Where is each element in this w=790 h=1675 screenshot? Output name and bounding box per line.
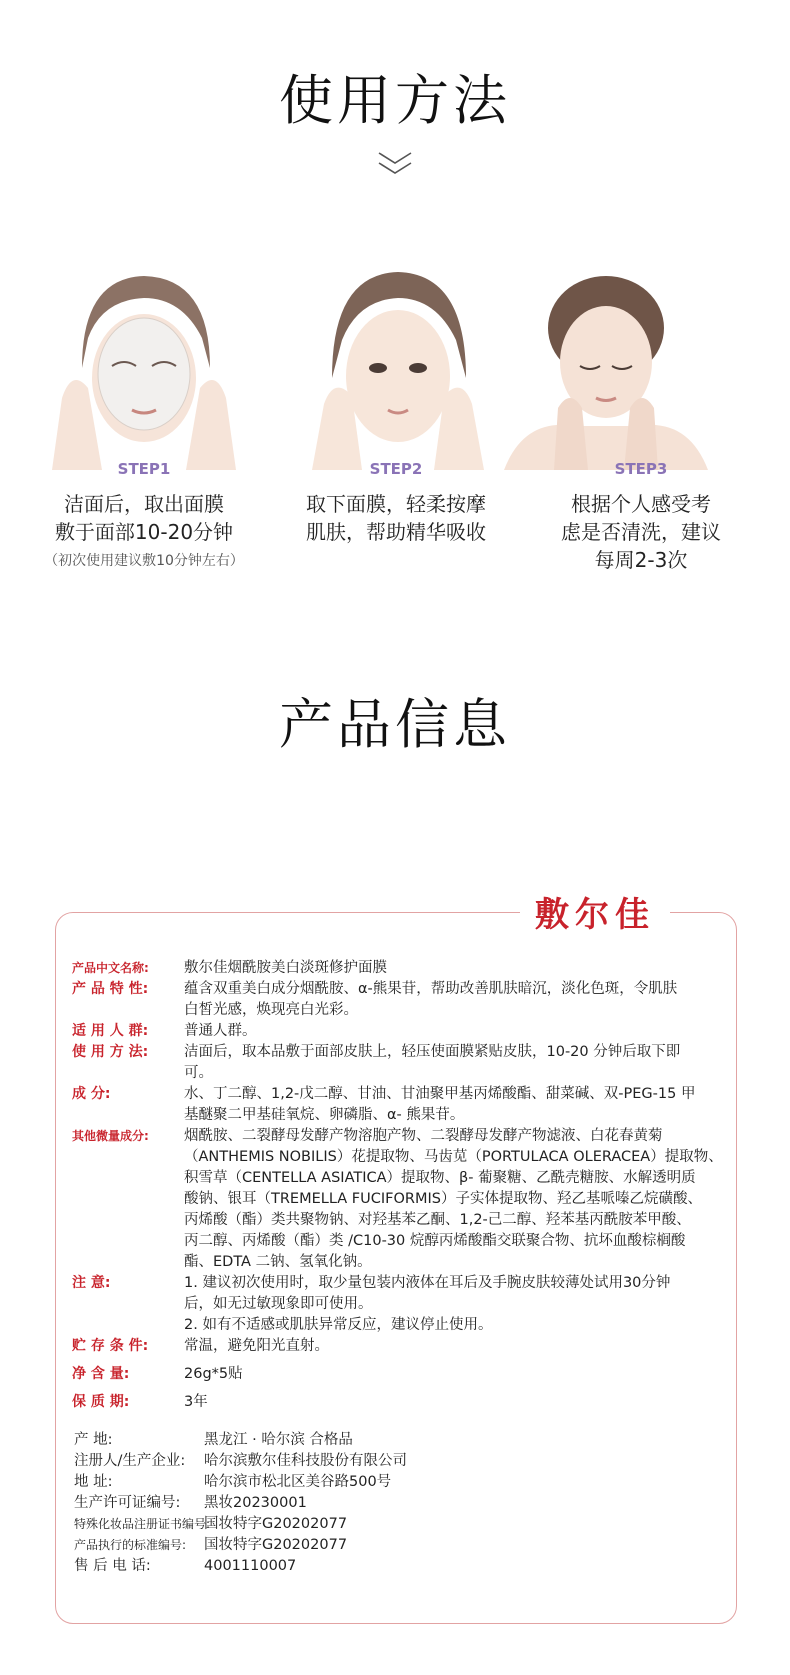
field-label: 贮 存 条 件: [72,1338,149,1354]
step3-description [516,490,766,574]
info-value: 哈尔滨市松北区美谷路500号 [204,1474,392,1490]
info-value: 4001110007 [204,1558,297,1574]
field-value: 可。 [184,1065,213,1081]
step2-face-massage-illustration [296,258,500,470]
field-value: 后，如无过敏现象即可使用。 [184,1296,373,1312]
field-value: 洁面后，取本品敷于面部皮肤上，轻压使面膜紧贴皮肤，10-20 分钟后取下即 [184,1044,681,1060]
step2-label: STEP2 [369,460,423,478]
step3-line: 虑是否清洗，建议 [561,520,721,544]
field-value: 积雪草（CENTELLA ASIATICA）提取物、β- 葡聚糖、乙酰壳糖胺、水解透明质 [184,1170,696,1186]
field-value: 普通人群。 [184,1023,257,1039]
info-value: 国妆特字G20202077 [204,1516,348,1532]
field-label: 注 意: [72,1275,111,1291]
info-value: 国妆特字G20202077 [204,1537,348,1553]
field-value: （ANTHEMIS NOBILIS）花提取物、马齿苋（PORTULACA OLERACEA）提取物、 [184,1149,723,1165]
info-label: 产品执行的标准编号: [74,1538,187,1552]
field-label: 成 分: [72,1086,111,1102]
step1-line: 洁面后，取出面膜 [64,492,224,516]
field-label: 其他微量成分: [72,1129,149,1143]
step1-face-mask-illustration [42,258,246,470]
field-label: 适 用 人 群: [72,1023,149,1039]
field-label: 净 含 量: [72,1366,130,1382]
step3-label: STEP3 [614,460,668,478]
info-value: 黑妆20230001 [204,1495,307,1511]
info-label: 售 后 电 话: [74,1558,151,1574]
step3-line: 根据个人感受考 [571,492,711,516]
field-value: 酸钠、银耳（TREMELLA FUCIFORMIS）子实体提取物、羟乙基哌嗪乙烷磺酸、 [184,1191,702,1207]
info-label: 地 址: [74,1474,113,1490]
field-value: 基醚聚二甲基硅氧烷、卵磷脂、α- 熊果苷。 [184,1107,465,1123]
info-label: 特殊化妆品注册证书编号: [74,1517,211,1531]
info-value: 黑龙江 · 哈尔滨 合格品 [204,1432,353,1448]
field-value: 水、丁二醇、1,2-戊二醇、甘油、甘油聚甲基丙烯酸酯、甜菜碱、双-PEG-15 甲 [184,1086,696,1102]
info-label: 生产许可证编号: [74,1495,181,1511]
field-value: 1. 建议初次使用时，取少量包装内液体在耳后及手腕皮肤较薄处试用30分钟 [184,1275,671,1291]
info-value: 哈尔滨敷尔佳科技股份有限公司 [204,1453,407,1469]
step1-label: STEP1 [117,460,171,478]
info-label: 注册人/生产企业: [74,1453,186,1469]
field-label: 产 品 特 性: [72,981,149,997]
step1-description [19,490,269,546]
field-value: 2. 如有不适感或肌肤异常反应，建议停止使用。 [184,1317,493,1333]
step3-line: 每周2-3次 [594,548,688,572]
field-value: 敷尔佳烟酰胺美白淡斑修护面膜 [184,960,387,976]
step3-face-rinse-illustration [504,258,708,470]
field-value: 蕴含双重美白成分烟酰胺、α-熊果苷，帮助改善肌肤暗沉，淡化色斑，令肌肤 [184,981,678,997]
double-chevron-down-icon [377,150,413,180]
field-value: 常温，避免阳光直射。 [184,1338,329,1354]
field-value: 26g*5贴 [184,1366,243,1382]
field-value: 丙二醇、丙烯酸（酯）类 /C10-30 烷醇丙烯酸酯交联聚合物、抗坏血酸棕榈酸 [184,1233,686,1249]
field-value: 酯、EDTA 二钠、氢氧化钠。 [184,1254,372,1270]
usage-title: 使用方法 [279,69,511,132]
field-label: 使 用 方 法: [72,1044,149,1060]
field-value: 3年 [184,1394,208,1410]
field-label: 保 质 期: [72,1394,130,1410]
product-title: 产品信息 [279,693,511,756]
step2-line: 取下面膜，轻柔按摩 [306,492,486,516]
info-label: 产 地: [74,1432,113,1448]
field-label: 产品中文名称: [72,961,149,975]
step2-description [271,490,521,546]
brand-logo: 敷尔佳 [535,895,655,935]
step2-line: 肌肤，帮助精华吸收 [306,520,486,544]
step1-note: （初次使用建议敷10分钟左右） [44,553,244,569]
field-value: 烟酰胺、二裂酵母发酵产物溶胞产物、二裂酵母发酵产物滤液、白花春黄菊 [184,1128,663,1144]
step1-line: 敷于面部10-20分钟 [54,520,234,544]
field-value: 丙烯酸（酯）类共聚物钠、对羟基苯乙酮、1,2-己二醇、羟苯基丙酰胺苯甲酸、 [184,1212,691,1228]
field-value: 白皙光感，焕现亮白光彩。 [184,1002,358,1018]
